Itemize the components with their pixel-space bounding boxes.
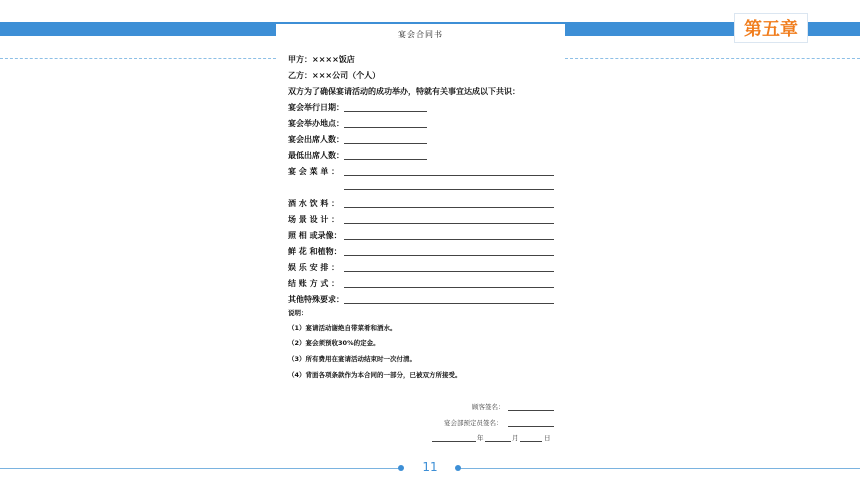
date-year: 年 [477, 434, 484, 442]
signature-blank [508, 426, 554, 427]
intro-text: 双方为了确保宴请活动的成功举办，特就有关事宜达成以下共识： [288, 87, 520, 96]
manager-signature-label: 宴会部预定员签名： [444, 419, 503, 427]
field-label: 宴会举办地点： [288, 119, 344, 128]
date-blank [432, 441, 476, 442]
field-blank [344, 175, 554, 176]
field-label: 照 相 或录像： [288, 231, 342, 240]
party-b: 乙方：×××公司（个人） [288, 71, 381, 80]
contract-document [276, 24, 565, 450]
field-label: 宴会举行日期： [288, 103, 344, 112]
field-blank [344, 207, 554, 208]
signature-blank [508, 410, 554, 411]
field-label: 宴会出席人数： [288, 135, 344, 144]
field-blank [344, 287, 554, 288]
field-label: 其他特殊要求： [288, 295, 344, 304]
divider-left [0, 58, 276, 59]
field-label: 最低出席人数： [288, 151, 344, 160]
date-month: 月 [512, 434, 519, 442]
date-blank [520, 441, 542, 442]
page-number: 11 [422, 460, 438, 474]
field-label: 鲜 花 和植物： [288, 247, 342, 256]
notes-heading: 说明： [288, 309, 308, 317]
field-blank [344, 189, 554, 190]
field-blank [344, 239, 554, 240]
field-label: 结 账 方 式 ： [288, 279, 340, 288]
customer-signature-label: 顾客签名： [472, 403, 505, 411]
document-title: 宴会合同书 [398, 30, 443, 39]
footer-line-right [458, 468, 860, 469]
field-blank [344, 255, 554, 256]
field-label: 娱 乐 安 排 ： [288, 263, 340, 272]
date-day: 日 [544, 434, 551, 442]
party-a: 甲方：××××饭店 [288, 55, 355, 64]
field-blank [344, 143, 427, 144]
field-blank [344, 303, 554, 304]
note-item: （3）所有费用在宴请活动结束时一次付清。 [288, 355, 417, 363]
field-blank [344, 271, 554, 272]
note-item: （2）宴会须预收30%的定金。 [288, 339, 380, 347]
field-label: 宴 会 菜 单 ： [288, 167, 340, 176]
footer-dot [398, 465, 404, 471]
chapter-label: 第五章 [734, 13, 808, 43]
field-label: 酒 水 饮 料 ： [288, 199, 340, 208]
note-item: （1）宴请活动谢绝自带菜肴和酒水。 [288, 324, 397, 332]
field-blank [344, 159, 427, 160]
note-item: （4）背面各项条款作为本合同的一部分，已被双方所接受。 [288, 371, 462, 379]
divider-right [565, 58, 860, 59]
field-blank [344, 127, 427, 128]
footer-line-left [0, 468, 400, 469]
field-label: 场 景 设 计 ： [288, 215, 340, 224]
field-blank [344, 223, 554, 224]
date-blank [485, 441, 511, 442]
field-blank [344, 111, 427, 112]
footer-dot [455, 465, 461, 471]
